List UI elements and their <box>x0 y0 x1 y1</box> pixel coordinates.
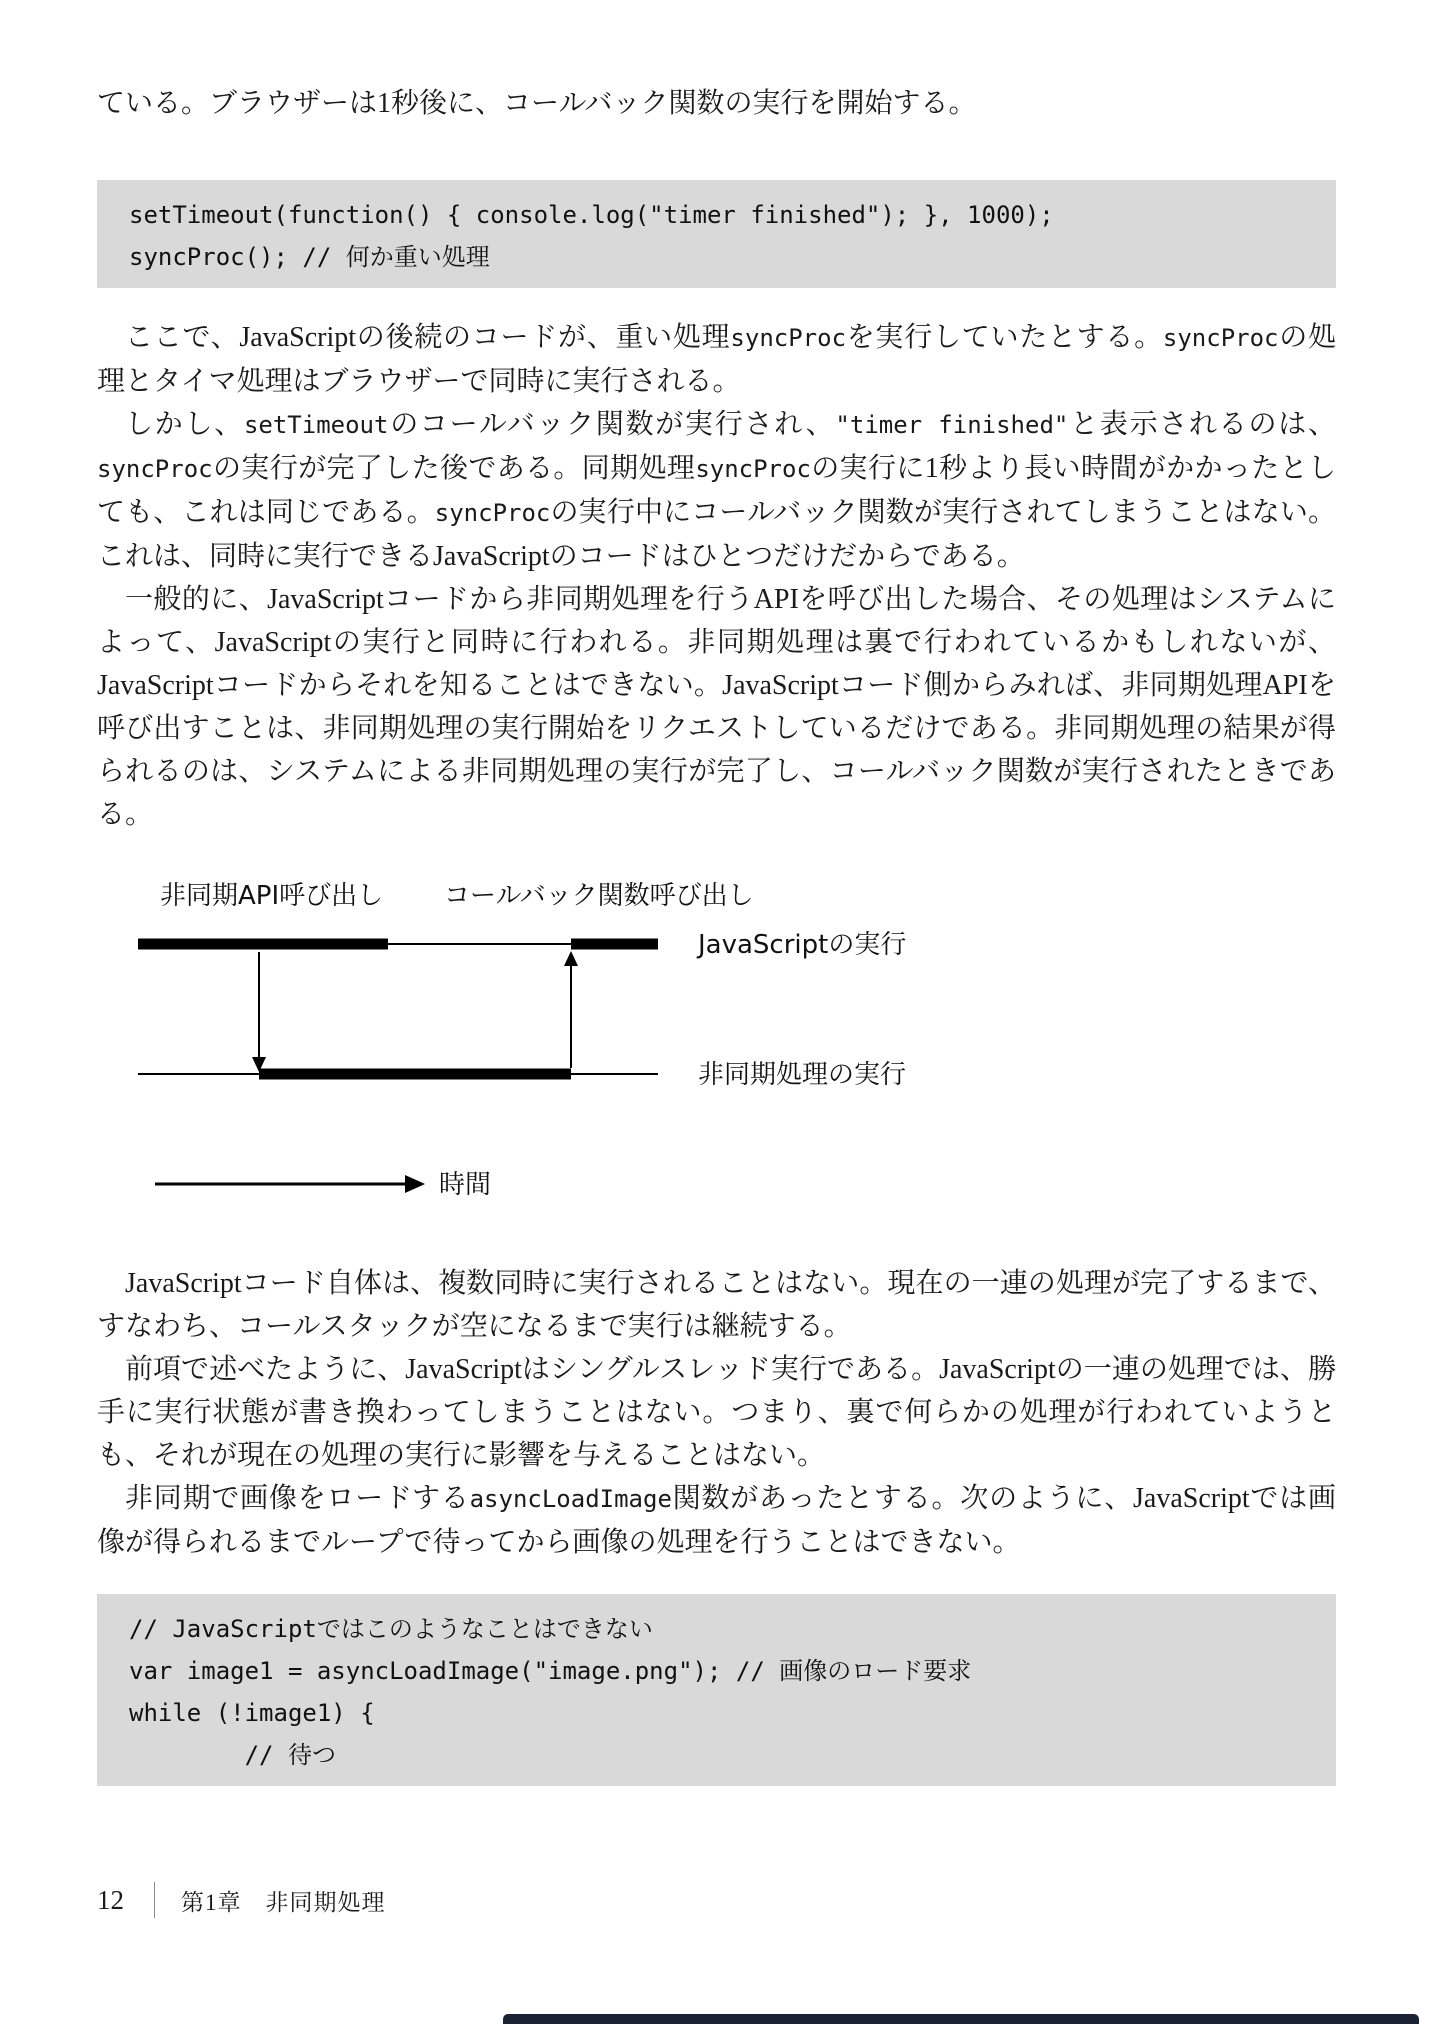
inline-code: syncProc <box>1162 324 1279 352</box>
body-paragraph <box>97 1477 1336 1564</box>
time-label: 時間 <box>439 1170 492 1200</box>
horizontal-scrollbar-thumb[interactable] <box>503 2014 1419 2024</box>
async-execution-label: 非同期処理の実行 <box>698 1060 907 1090</box>
body-paragraph <box>97 578 1336 836</box>
code-line: setTimeout(function() { console.log("timer finished"); }, 1000); <box>129 201 1054 229</box>
callback-call-label: コールバック関数呼び出し <box>444 881 754 911</box>
text-run: ここで、JavaScriptの後続のコードが、重い処理 <box>125 322 731 353</box>
text-run: の実行が完了した後である。同期処理 <box>212 453 696 484</box>
up-arrowhead-icon <box>564 951 578 966</box>
intro-paragraph: ている。ブラウザーは1秒後に、コールバック関数の実行を開始する。 <box>97 88 977 119</box>
text-run: JavaScriptコード自体は、複数同時に実行されることはない。現在の一連の処理が完了するまで、すなわち、コールスタックが空になるまで実行は継続する。 <box>97 1268 1336 1342</box>
code-line: // 待つ <box>129 1741 336 1769</box>
inline-code: asyncLoadImage <box>469 1485 672 1513</box>
code-line: var image1 = asyncLoadImage("image.png"); // 画像のロード要求 <box>129 1657 972 1685</box>
inline-code: setTimeout <box>243 411 389 439</box>
inline-code: syncProc <box>730 324 847 352</box>
inline-code: syncProc <box>695 455 811 483</box>
text-run: を実行していたとする。 <box>846 322 1163 353</box>
chapter-title: 第1章 非同期処理 <box>181 1889 386 1915</box>
body-paragraph <box>97 403 1336 578</box>
inline-code: syncProc <box>434 499 551 527</box>
async-api-call-label: 非同期API呼び出し <box>160 881 384 911</box>
text-run: 非同期で画像をロードする <box>125 1483 470 1514</box>
code-line: while (!image1) { <box>129 1699 375 1727</box>
page-footer <box>97 1882 386 1918</box>
paragraph-group <box>97 316 1336 836</box>
body-paragraph <box>97 1348 1336 1477</box>
text-run: 前項で述べたように、JavaScriptはシングルスレッド実行である。JavaScriptの一連の処理では、勝手に実行状態が書き換わってしまうことはない。つまり、裏で何らかの処理が行われていようとも、それが現在の処理の実行に影響を与えることはない。 <box>97 1354 1336 1471</box>
code-block <box>97 1594 1336 1786</box>
code-line: // JavaScriptではこのようなことはできない <box>129 1615 653 1643</box>
text-run: しかし、 <box>125 409 244 440</box>
paragraph-group <box>97 1262 1336 1564</box>
text-run: のコールバック関数が実行され、 <box>388 409 836 440</box>
page-number: 12 <box>97 1884 124 1915</box>
code-block <box>97 180 1336 288</box>
body-paragraph <box>97 316 1336 403</box>
footer-divider <box>154 1882 155 1918</box>
body-paragraph <box>97 1262 1336 1348</box>
time-arrowhead-icon <box>405 1175 425 1193</box>
text-run: の処理とタイマ処理はブラウザーで同時に実行される。 <box>97 322 1336 397</box>
inline-code: syncProc <box>97 455 213 483</box>
text-run: 関数があったとする。次のように、JavaScriptでは画像が得られるまでループで待ってから画像の処理を行うことはできない。 <box>97 1483 1336 1558</box>
code-line: syncProc(); // 何か重い処理 <box>129 243 490 271</box>
js-execution-label: JavaScriptの実行 <box>698 930 907 960</box>
timeline-diagram-canvas <box>97 866 1336 1226</box>
text-run: 一般的に、JavaScriptコードから非同期処理を行うAPIを呼び出した場合、その処理はシステムによって、JavaScriptの実行と同時に行われる。非同期処理は裏で行われているかもしれないが、JavaScriptコードからそれを知ることはできない。JavaScriptコード側からみれば、非同期処理APIを呼び出すことは、非同期処理の実行開始をリクエストしているだけである。非同期処理の結果が得られるのは、システムによる非同期処理の実行が完了し、コールバック関数が実行されたときである。 <box>97 584 1336 830</box>
text-run: と表示されるのは、 <box>1068 409 1336 440</box>
text-run: の実行中にコールバック関数が実行されてしまうことはない。これは、同時に実行できるJavaScriptのコードはひとつだけだからである。 <box>97 497 1336 572</box>
text-run: の実行に1秒より長い時間がかかったとしても、これは同じである。 <box>97 453 1336 528</box>
inline-code: "timer finished" <box>835 411 1069 439</box>
execution-timeline-diagram <box>97 866 1336 1226</box>
